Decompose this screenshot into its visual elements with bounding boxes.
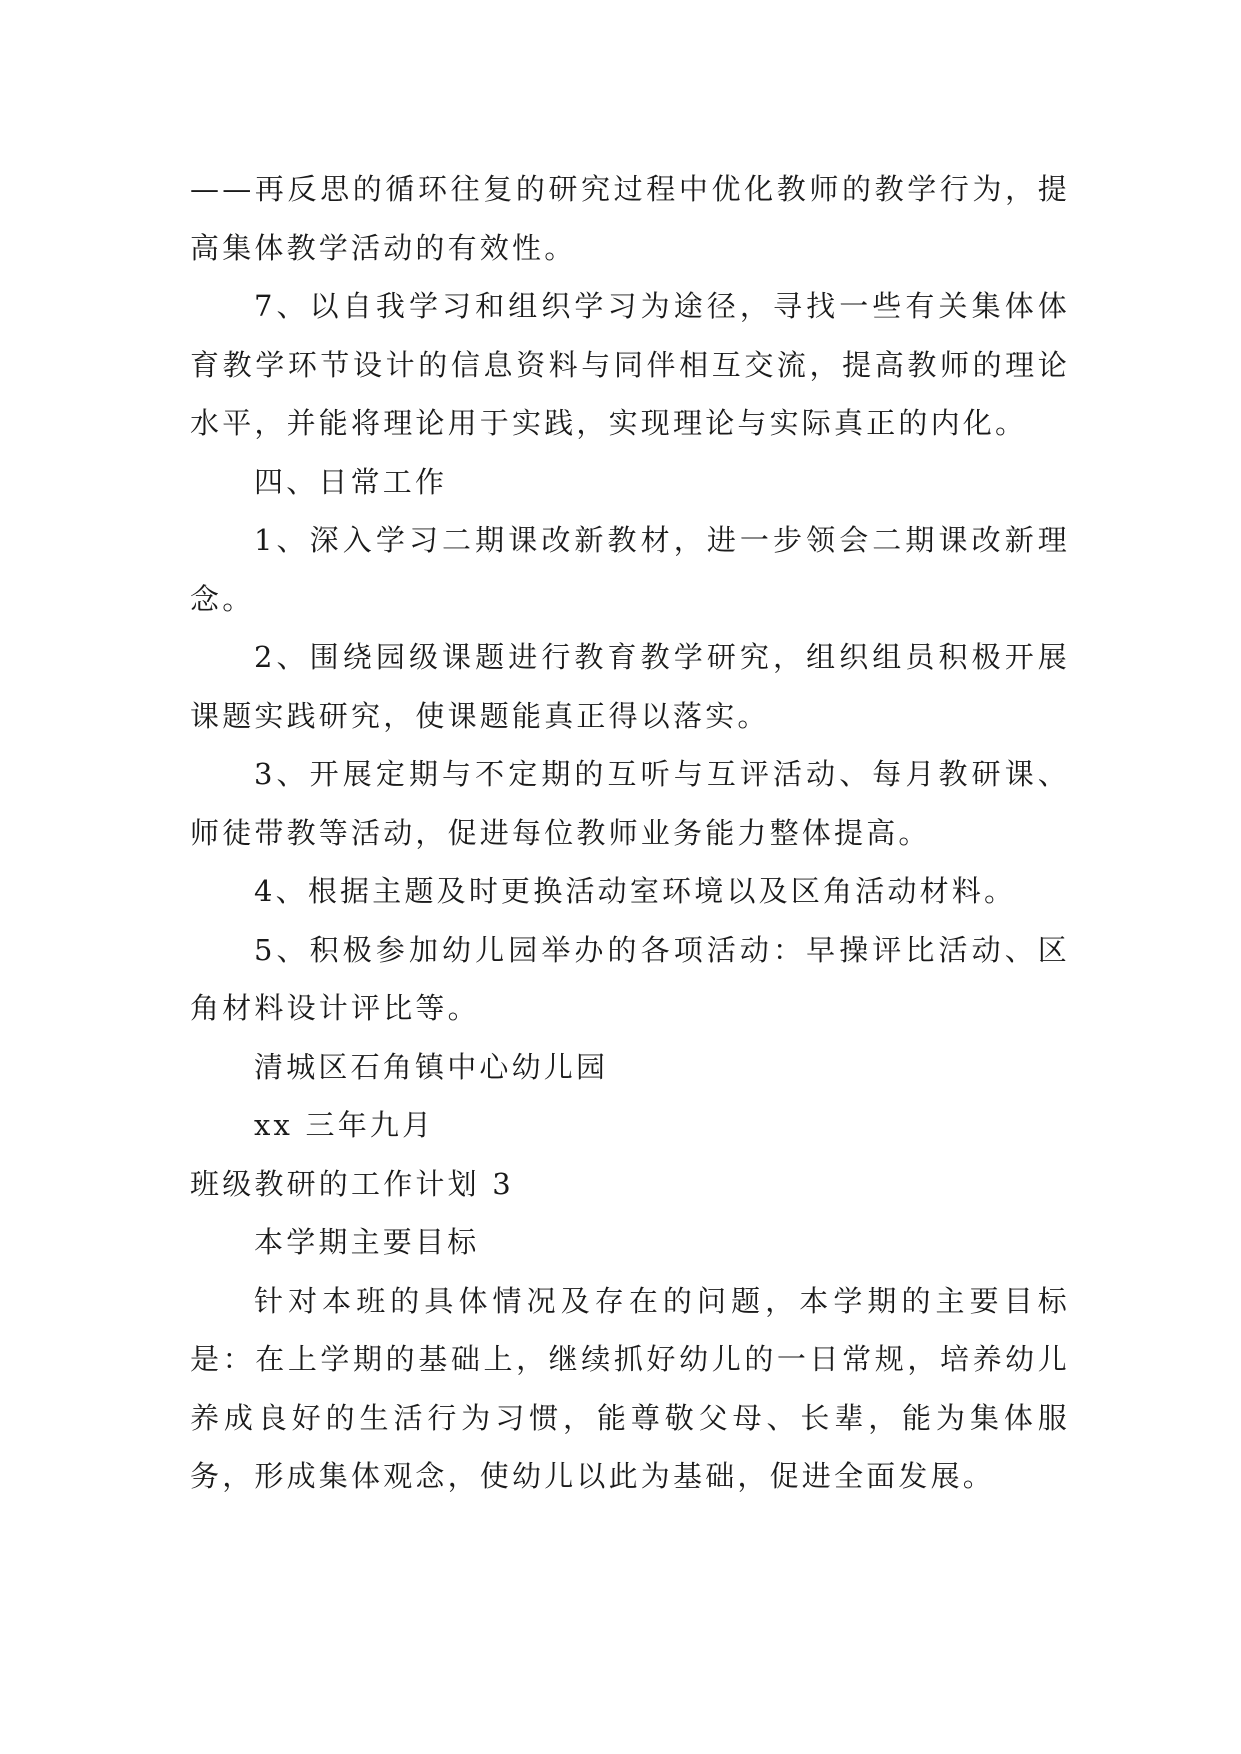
section-heading-main-goal: 本学期主要目标 (254, 1225, 480, 1259)
paragraph-goal-description: 针对本班的具体情况及存在的问题，本学期的主要目标是：在上学期的基础上，继续抓好幼儿的一日常规，培养幼儿养成良好的生活行为习惯，能尊敬父母、长辈，能为集体服务，形成集体观念，使幼儿以此为基础，促进全面发展。 (190, 1283, 1070, 1493)
paragraph-item-7: 7、以自我学习和组织学习为途径，寻找一些有关集体体育教学环节设计的信息资料与同伴相互交流，提高教师的理论水平，并能将理论用于实践，实现理论与实际真正的内化。 (190, 289, 1070, 440)
paragraph-item-1: 1、深入学习二期课改新教材，进一步领会二期课改新理念。 (190, 523, 1070, 616)
section-heading-daily-work: 四、日常工作 (254, 464, 448, 499)
paragraph-item-5: 5、积极参加幼儿园举办的各项活动：早操评比活动、区角材料设计评比等。 (190, 932, 1070, 1025)
document-body (190, 160, 1070, 1506)
signature-date: xx 三年九月 (254, 1108, 435, 1142)
document-title: 班级教研的工作计划 3 (190, 1166, 514, 1201)
signature-organization: 清城区石角镇中心幼儿园 (254, 1049, 609, 1084)
paragraph-continuation: ——再反思的循环往复的研究过程中优化教师的教学行为，提高集体教学活动的有效性。 (190, 172, 1070, 265)
paragraph-item-2: 2、围绕园级课题进行教育教学研究，组织组员积极开展课题实践研究，使课题能真正得以落实。 (190, 640, 1070, 733)
paragraph-item-3: 3、开展定期与不定期的互听与互评活动、每月教研课、师徒带教等活动，促进每位教师业务能力整体提高。 (190, 757, 1070, 850)
paragraph-item-4: 4、根据主题及时更换活动室环境以及区角活动材料。 (254, 874, 1017, 908)
